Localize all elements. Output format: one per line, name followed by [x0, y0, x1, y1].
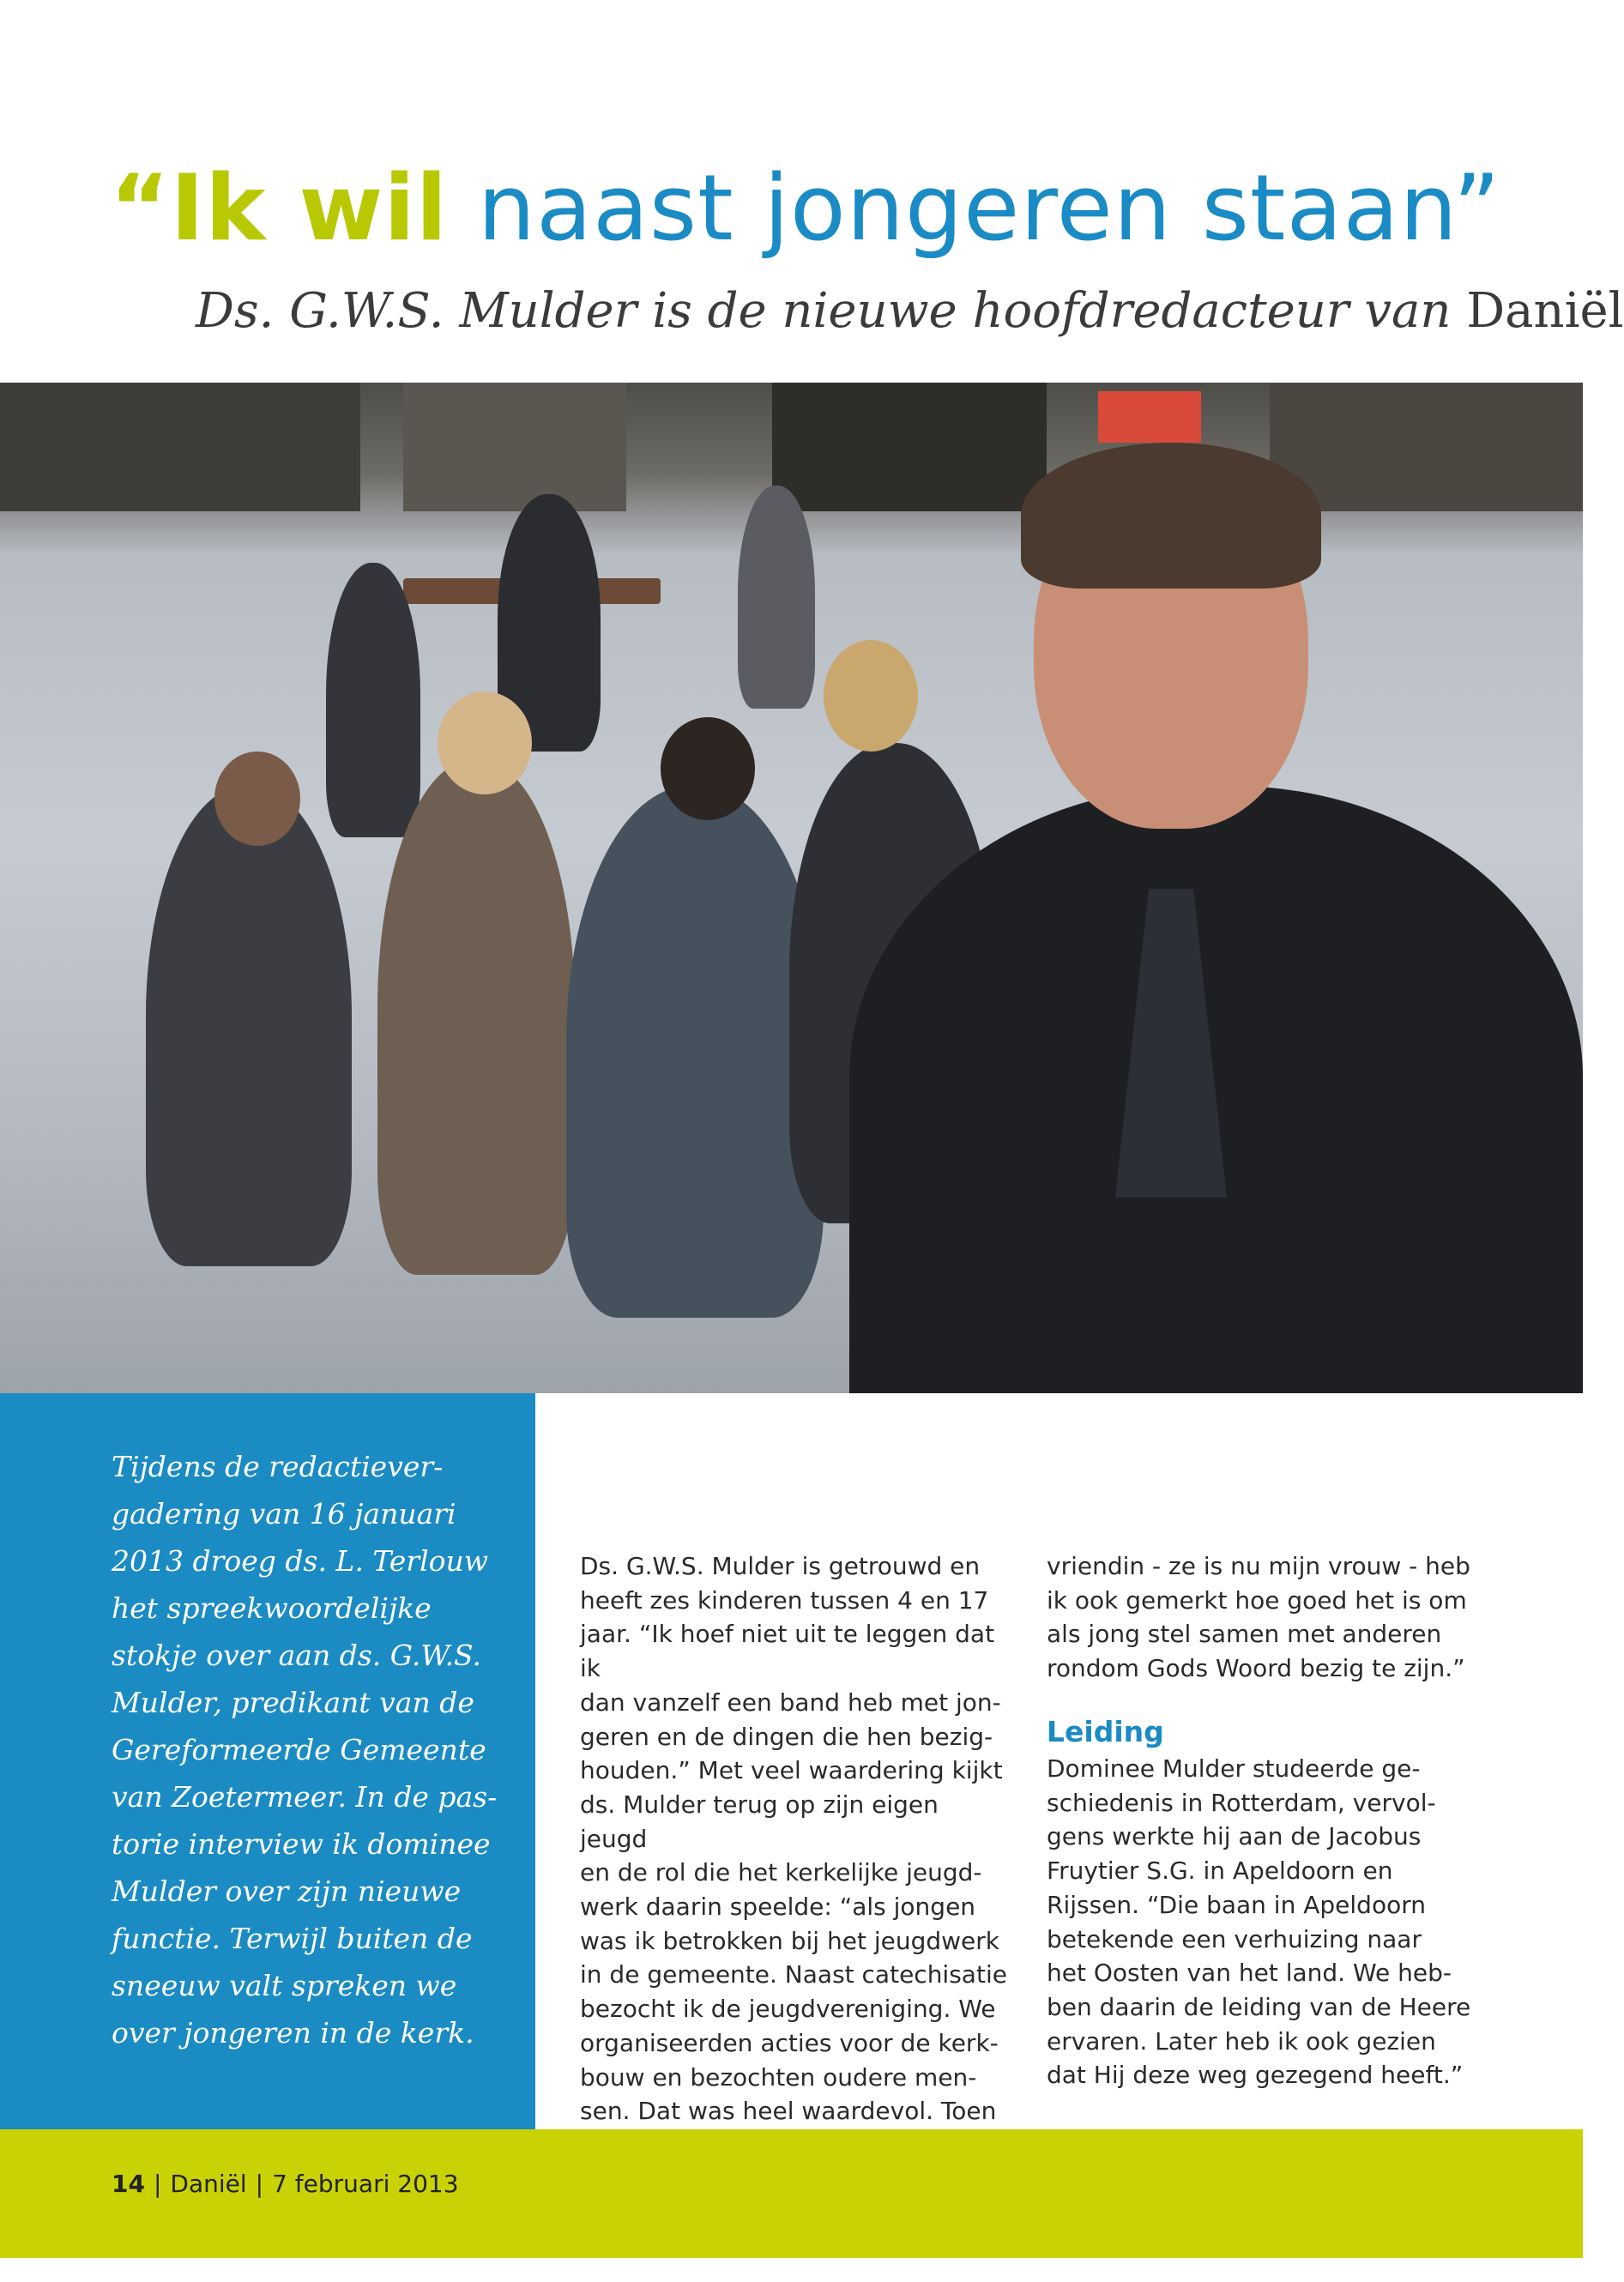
page-number: 14: [112, 2170, 145, 2198]
shopfront: [403, 383, 626, 511]
shopfront: [1270, 383, 1583, 511]
shopfront: [772, 383, 1047, 511]
intro-text: Tijdens de redactiever- gadering van 16 januari 2013 droeg ds. L. Terlouw het spreekwoordelijke stokje over aan ds. G.W.S. Mulder, predikant van de Gereformeerde Gemeente van Zoetermeer. In de pas- torie interview ik dominee Mulder over zijn nieuwe functie. Terwijl buiten de sneeuw valt spreken we over jongeren in de kerk.: [112, 1450, 498, 2050]
headline-green-part: Ik wil: [170, 155, 449, 261]
headline-blue-part: naast jongeren staan”: [448, 155, 1501, 261]
minister-hair: [1021, 443, 1321, 589]
person-head: [661, 717, 755, 820]
footer: [112, 2167, 459, 2201]
shop-sign: [1098, 391, 1201, 443]
person-figure: [146, 786, 352, 1266]
subtitle: [196, 273, 1624, 350]
subtitle-italic: Ds. G.W.S. Mulder is de nieuwe hoofdredacteur van: [196, 283, 1452, 339]
person-head: [438, 691, 532, 794]
minister-suit: [849, 786, 1583, 1393]
person-head: [824, 640, 918, 752]
person-figure: [377, 760, 575, 1275]
shopfront: [0, 383, 360, 511]
footer-separator: |: [255, 2170, 264, 2198]
issue-date: 7 februari 2013: [272, 2170, 459, 2198]
footer-separator: |: [153, 2170, 162, 2198]
article-column-1: Ds. G.W.S. Mulder is getrouwd en heeft zes kinderen tussen 4 en 17 jaar. “Ik hoef niet uit te leggen dat ik dan vanzelf een band heb met jon- geren en de dingen die hen bezig- houden.” Met veel waardering kijkt ds. Mulder terug op zijn eigen jeugd en de rol die het kerkelijke jeugd- werk daarin speelde: “als jongen was ik betrokken bij het jeugdwerk in de gemeente. Naast catechisatie bezocht ik de jeugdvereniging. We organiseerden acties voor de kerk- bouw en bezochten oudere men- sen. Dat was heel waardevol. Toen: [580, 1552, 1007, 2126]
person-figure: [566, 786, 824, 1318]
person-figure: [326, 563, 420, 837]
section-heading: Leiding: [1047, 1715, 1164, 1748]
subtitle-magazine-name: Daniël: [1451, 283, 1624, 339]
article-column-2-top: vriendin - ze is nu mijn vrouw - heb ik ook gemerkt hoe goed het is om als jong stel samen met anderen rondom Gods Woord bezig te zijn.”: [1047, 1552, 1470, 1683]
article-column-2-bottom: Dominee Mulder studeerde ge- schiedenis in Rotterdam, vervol- gens werkte hij aan de Jacobus Fruytier S.G. in Apeldoorn en Rijssen. “Die baan in Apeldoorn betekende een verhuizing naar het Oosten van het land. We heb- ben daarin de leiding van de Heere ervaren. Later heb ik ook gezien dat Hij deze weg gezegend heeft.”: [1047, 1754, 1471, 2090]
person-figure: [738, 486, 815, 709]
person-head: [214, 752, 300, 846]
hero-photo: [0, 383, 1583, 1393]
headline-open-quote: “: [110, 155, 171, 261]
headline: [110, 144, 1501, 273]
magazine-name: Daniël: [170, 2170, 247, 2198]
